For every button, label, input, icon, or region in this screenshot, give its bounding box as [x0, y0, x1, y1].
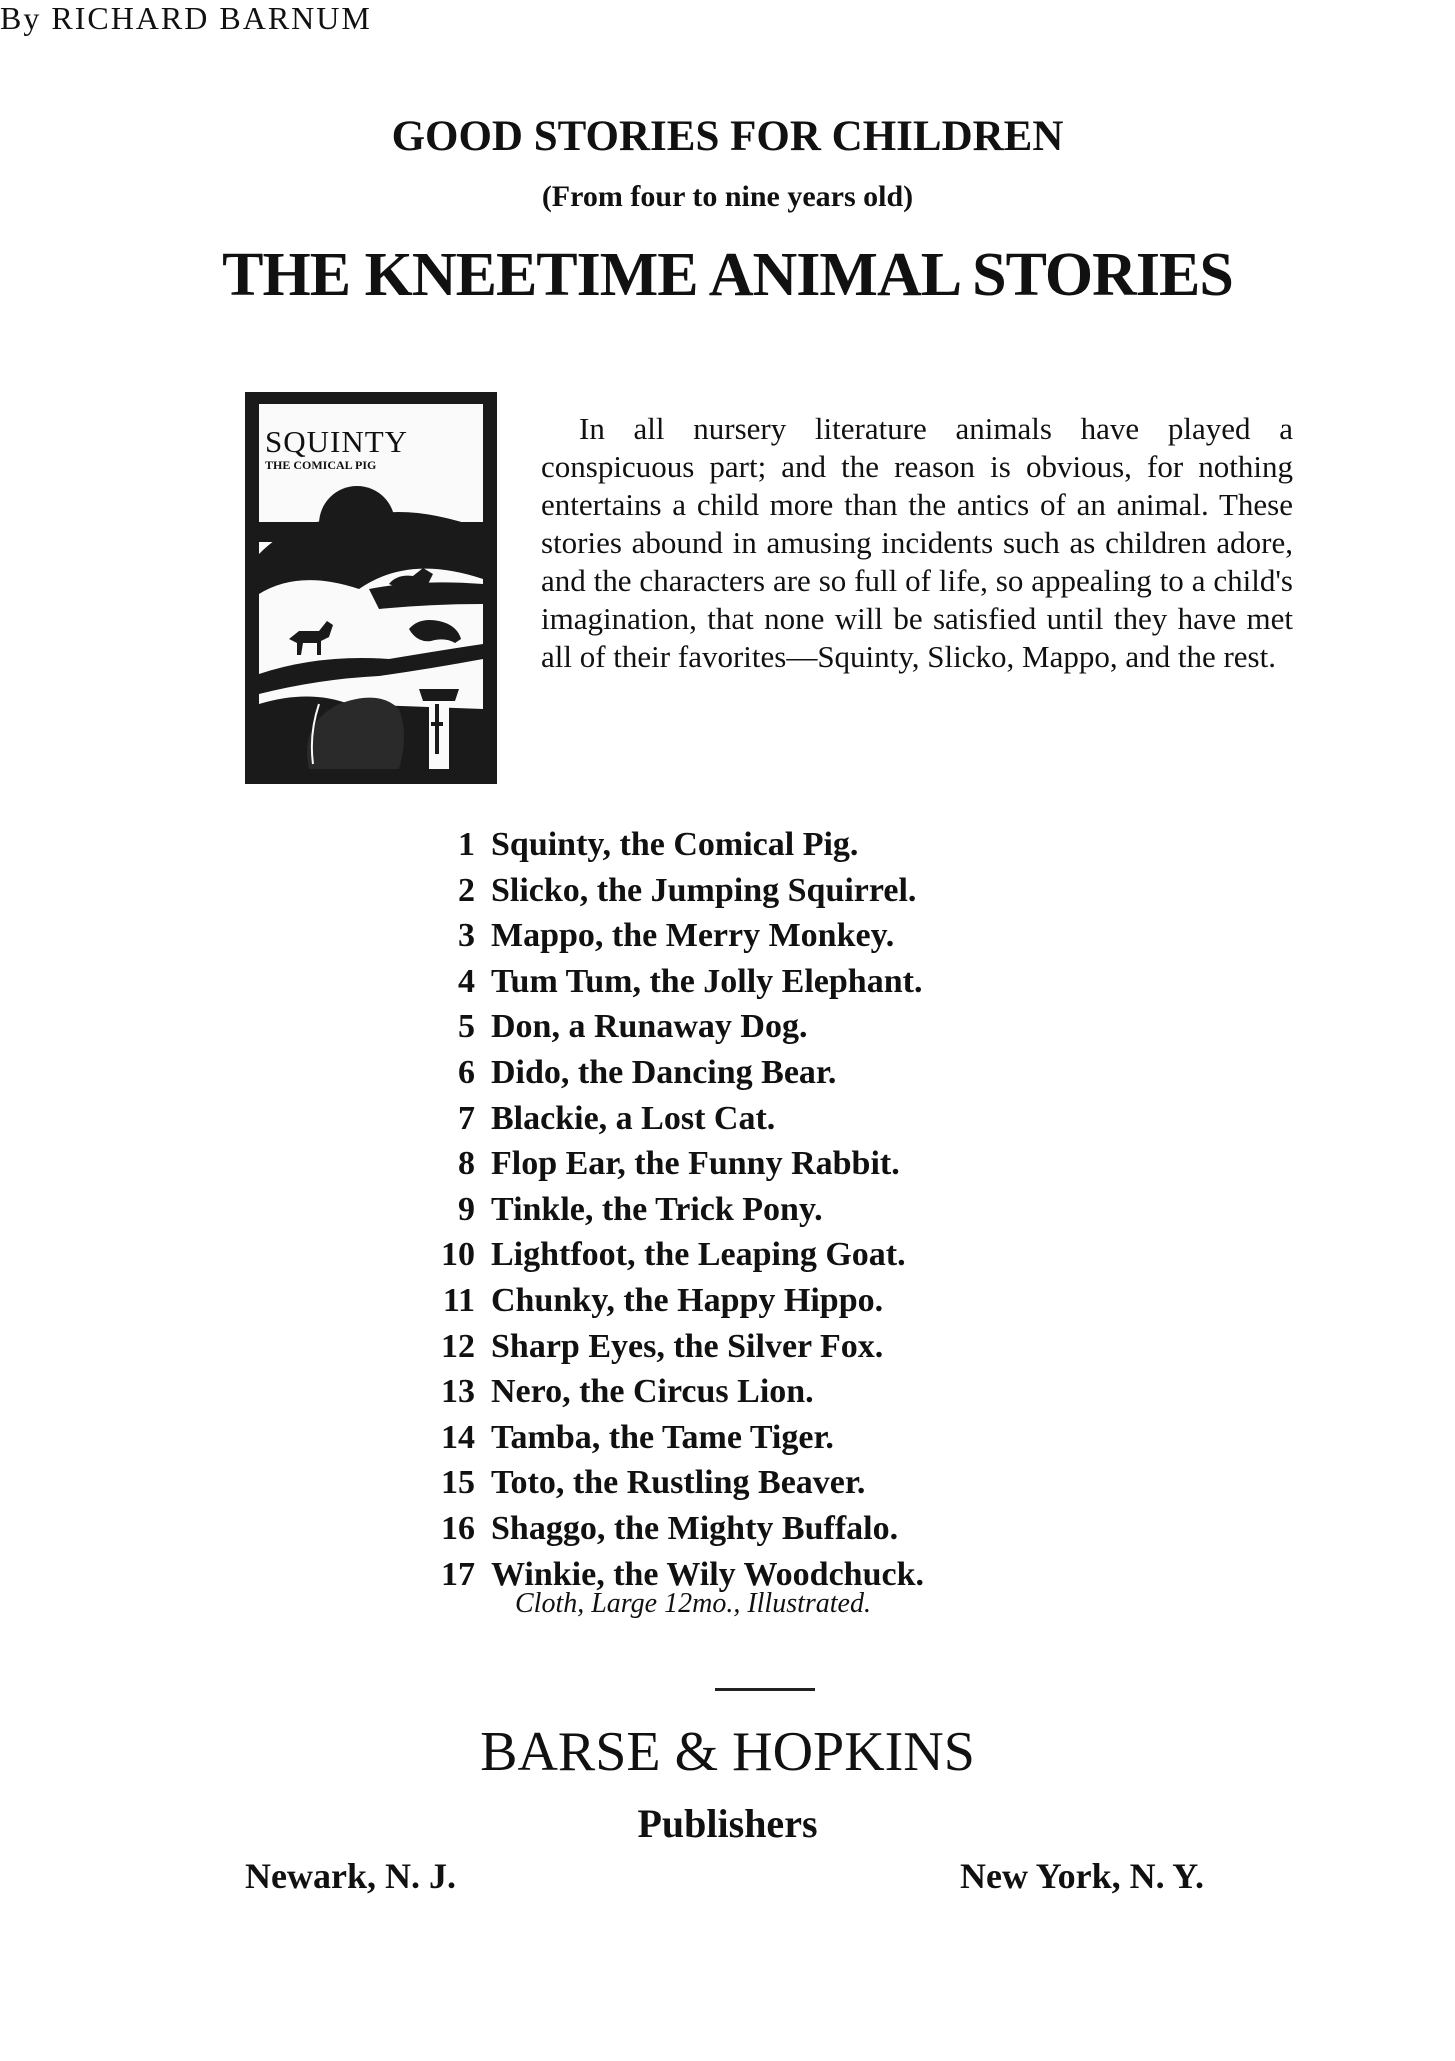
list-item	[400, 1232, 1200, 1278]
list-item	[400, 1460, 1200, 1506]
description-text: In all nursery literature animals have played a conspicuous part; and the reason is obvious, for nothing entertains a child more than the antics of an animal. These stories abound in amusing incidents such as children adore, and the characters are so full of life, so appealing to a child's imagination, that none will be satisfied until they have met all of their favorites—Squinty, Slicko, Mappo, and the rest.	[541, 411, 1293, 674]
list-item-title: Tinkle, the Trick Pony.	[491, 1190, 823, 1228]
list-item-title: Blackie, a Lost Cat.	[491, 1099, 776, 1137]
publisher-role: Publishers	[637, 1801, 818, 1846]
cover-subtitle: THE COMICAL PIG	[265, 458, 377, 472]
cover-title: SQUINTY	[265, 424, 409, 459]
list-item	[400, 959, 1200, 1005]
list-item-number: 13	[441, 1373, 475, 1411]
list-item	[400, 1141, 1200, 1187]
page-heading: GOOD STORIES FOR CHILDREN	[391, 113, 1064, 160]
list-item	[400, 1004, 1200, 1050]
list-item-number: 6	[458, 1053, 475, 1091]
list-item-title: Chunky, the Happy Hippo.	[491, 1281, 884, 1319]
series-title: THE KNEETIME ANIMAL STORIES	[222, 241, 1233, 309]
list-item-number: 15	[441, 1464, 475, 1502]
publisher-city-new-york: New York, N. Y.	[960, 1856, 1205, 1896]
list-item-title: Toto, the Rustling Beaver.	[491, 1464, 866, 1502]
list-item-number: 8	[458, 1145, 475, 1183]
list-item-number: 5	[458, 1008, 475, 1046]
list-item-number: 3	[458, 917, 475, 955]
list-item-number: 1	[458, 826, 475, 863]
list-item-title: Tum Tum, the Jolly Elephant.	[491, 962, 923, 1000]
list-item-title: Squinty, the Comical Pig.	[491, 826, 859, 863]
list-item	[400, 822, 1200, 868]
list-item-number: 9	[458, 1190, 475, 1228]
list-item-title: Sharp Eyes, the Silver Fox.	[491, 1327, 884, 1365]
list-item	[400, 1506, 1200, 1552]
list-item-number: 16	[441, 1509, 475, 1547]
list-item-title: Nero, the Circus Lion.	[491, 1373, 814, 1411]
list-item-title: Flop Ear, the Funny Rabbit.	[491, 1145, 900, 1183]
list-item	[400, 1187, 1200, 1233]
list-item-number: 4	[458, 962, 475, 1000]
list-item-number: 11	[442, 1281, 475, 1319]
list-item-number: 14	[441, 1418, 475, 1456]
list-item	[400, 868, 1200, 914]
list-item	[400, 1050, 1200, 1096]
list-item	[400, 1324, 1200, 1370]
list-item	[400, 1096, 1200, 1142]
publisher-city-newark: Newark, N. J.	[245, 1856, 456, 1896]
list-item	[400, 1369, 1200, 1415]
list-item-number: 7	[458, 1099, 475, 1137]
title-list	[400, 822, 1200, 1597]
list-item-title: Winkie, the Wily Woodchuck.	[491, 1555, 925, 1593]
cover-scene-illustration	[259, 404, 483, 769]
list-item-title: Don, a Runaway Dog.	[491, 1008, 808, 1046]
publisher-name: BARSE & HOPKINS	[480, 1721, 975, 1783]
list-item-number: 10	[441, 1236, 475, 1274]
list-item-title: Slicko, the Jumping Squirrel.	[491, 871, 917, 909]
series-description	[541, 410, 1293, 676]
list-item	[400, 913, 1200, 959]
list-item-number: 17	[441, 1555, 475, 1593]
list-item-number: 2	[458, 871, 475, 909]
list-item	[400, 1278, 1200, 1324]
list-item-title: Mappo, the Merry Monkey.	[491, 917, 895, 955]
list-item	[400, 1415, 1200, 1461]
book-cover-illustration	[245, 392, 497, 784]
age-range: (From four to nine years old)	[541, 180, 914, 213]
list-item-title: Tamba, the Tame Tiger.	[491, 1418, 834, 1456]
divider-rule	[715, 1688, 815, 1691]
list-item-number: 12	[441, 1327, 475, 1365]
author-line: By RICHARD BARNUM	[0, 0, 372, 36]
list-item-title: Shaggo, the Mighty Buffalo.	[491, 1509, 899, 1547]
list-item-title: Dido, the Dancing Bear.	[491, 1053, 837, 1091]
list-item-title: Lightfoot, the Leaping Goat.	[491, 1236, 906, 1274]
binding-note: Cloth, Large 12mo., Illustrated.	[515, 1588, 871, 1619]
